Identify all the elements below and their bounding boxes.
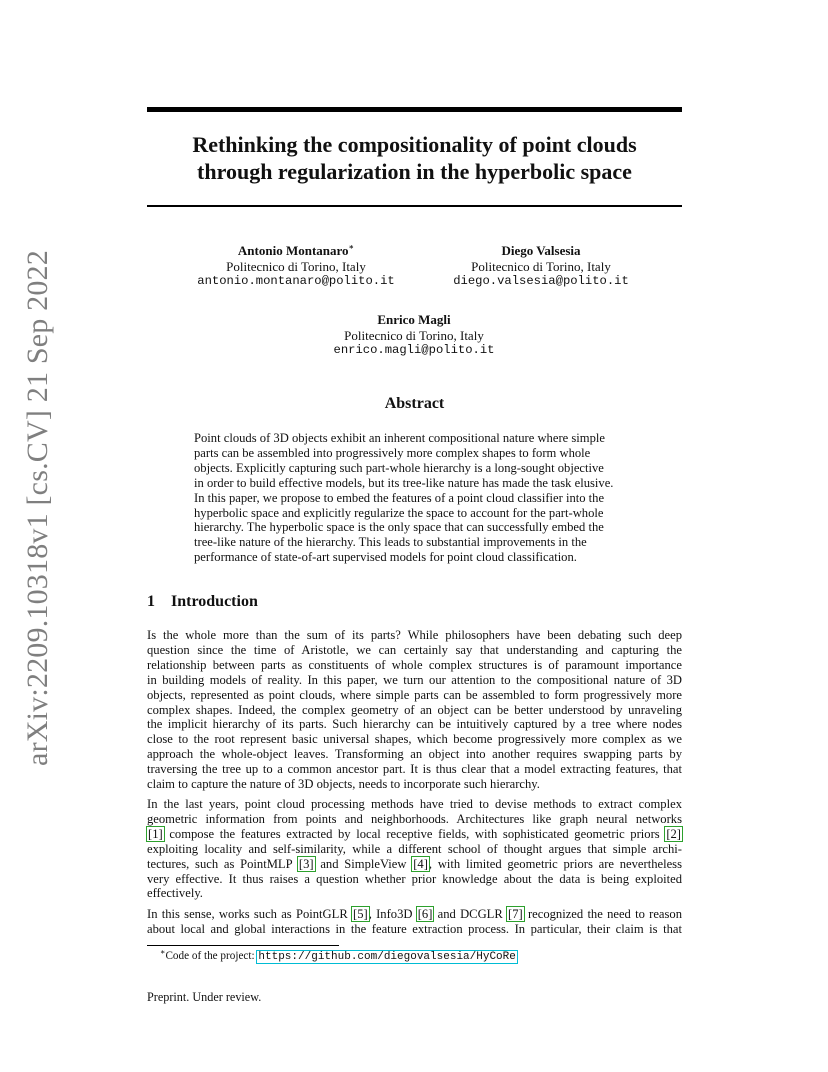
title-line-2: through regularization in the hyperbolic space: [197, 159, 632, 184]
abstract-body: [194, 431, 634, 565]
author-name: Diego Valsesia: [501, 243, 581, 258]
citation-link[interactable]: [7]: [508, 907, 523, 921]
paragraph-line: close to the root represent basic universal shapes, which become progressively more complex as we: [147, 732, 682, 747]
citation-link[interactable]: [2]: [666, 826, 681, 841]
citation-link[interactable]: [6]: [417, 907, 433, 921]
author-name: Enrico Magli: [377, 312, 451, 327]
abstract-line: hierarchy. The hyperbolic space is the only space that can successfully embed the: [194, 520, 604, 535]
author-name: Antonio Montanaro: [237, 243, 349, 258]
author-affiliation: Politecnico di Torino, Italy: [471, 258, 611, 274]
intro-paragraph-2: [147, 797, 682, 901]
abstract-line: In this paper, we propose to embed the features of a point cloud classifier into the: [194, 490, 605, 505]
paragraph-line: tectures, such as PointMLP [3] and SimpleView [4], with limited geometric priors are nevertheless: [147, 856, 682, 871]
paragraph-line: in building models of reality. In this paper, we turn our attention to the compositional nature of 3D: [147, 672, 682, 687]
paragraph-line: about local and global interactions in the feature extraction process. In particular, their claim is that: [147, 921, 682, 936]
abstract-line: performance of state-of-art supervised models for point cloud classification.: [194, 550, 577, 565]
author-email[interactable]: diego.valsesia@polito.it: [453, 274, 629, 288]
paragraph-line: very effective. It thus raises a question whether prior knowledge about the data is being exploited: [147, 871, 682, 886]
paragraph-line: traversing the tree up to a common ancestor part. It is thus clear that a model extracting features, that: [147, 762, 682, 777]
abstract-line: parts can be assembled into progressively more complex shapes to form whole: [194, 445, 591, 460]
paragraph-line: relationship between parts as constituents of whole complex structures is of paramount importance: [147, 657, 682, 672]
author-affiliation: Politecnico di Torino, Italy: [344, 327, 484, 343]
title-bottom-rule: [147, 205, 682, 207]
paragraph-line: In this sense, works such as PointGLR [5], Info3D [6] and DCGLR [7] recognized the need to reason: [147, 907, 683, 921]
paragraph-line: effectively.: [147, 886, 203, 901]
author-email[interactable]: enrico.magli@polito.it: [333, 343, 495, 357]
paragraph-line: question since the time of Aristotle, we can certainly say that understanding and capturing the: [147, 642, 682, 657]
author-email[interactable]: antonio.montanaro@polito.it: [197, 274, 395, 288]
paragraph-line: exploiting locality and self-similarity, while a different school of thought argues that simple archi-: [147, 841, 682, 856]
abstract-line: tree-like nature of the hierarchy. This leads to substantial improvements in the: [194, 535, 587, 550]
paragraph-line: In the last years, point cloud processing methods have tried to devise methods to extract complex: [147, 797, 682, 811]
paragraph-line: Is the whole more than the sum of its parts? While philosophers have been debating such deep: [147, 628, 682, 642]
paragraph-line: [1] compose the features extracted by local receptive fields, with sophisticated geometric priors [2]: [148, 826, 681, 841]
title-line-1: Rethinking the compositionality of point clouds: [192, 132, 637, 157]
citation-link[interactable]: [5]: [353, 907, 368, 921]
paragraph-line: geometric information from points and neighborhoods. Architectures like graph neural networks: [147, 811, 682, 826]
footnote-mark: ∗: [348, 242, 355, 252]
intro-paragraph-3: [147, 907, 682, 937]
paragraph-line: the implicit hierarchy of its parts. Such hierarchy can be intuitively captured by a tree where nodes: [147, 717, 682, 732]
arxiv-stamp: arXiv:2209.10318v1 [cs.CV] 21 Sep 2022: [21, 250, 54, 766]
citation-link[interactable]: [4]: [413, 856, 428, 871]
preprint-note: Preprint. Under review.: [147, 990, 262, 1004]
author-block-magli: [284, 312, 544, 359]
section-number: 1: [147, 593, 155, 610]
paper-title: [147, 131, 682, 185]
paragraph-line: claim to capture the nature of 3D objects, needs to incorporate such hierarchy.: [147, 777, 540, 792]
footnote: [160, 947, 517, 964]
footnote-mark: ∗: [160, 947, 166, 957]
code-url-link[interactable]: https://github.com/diegovalsesia/HyCoRe: [258, 951, 516, 963]
paragraph-line: approach the whole-object leaves. Transforming an object into another requires swapping parts by: [147, 747, 682, 762]
abstract-heading: Abstract: [384, 395, 445, 412]
title-top-rule: [147, 107, 682, 112]
section-title: Introduction: [171, 593, 258, 610]
author-block-valsesia: [411, 243, 671, 290]
footnote-text: Code of the project:: [165, 950, 258, 962]
abstract-line: objects. Explicitly capturing such part-whole hierarchy is a long-sought objective: [194, 460, 604, 475]
author-affiliation: Politecnico di Torino, Italy: [226, 258, 366, 274]
abstract-line: in order to build effective models, but its tree-like nature has made the task elusive.: [194, 475, 614, 490]
abstract-line: hyperbolic space and explicitly regularize the space to account for the part-whole: [194, 505, 604, 520]
footnote-rule: [147, 945, 339, 946]
paragraph-line: objects, represented as point clouds, where simple parts can be assembled to form progressively more: [147, 687, 682, 702]
paragraph-line: complex shapes. Indeed, the complex geometry of an object can be better understood by unraveling: [147, 702, 682, 717]
citation-link[interactable]: [1]: [148, 826, 163, 841]
author-block-montanaro: [166, 243, 426, 290]
abstract-line: Point clouds of 3D objects exhibit an inherent compositional nature where simple: [194, 431, 605, 445]
citation-link[interactable]: [3]: [298, 856, 314, 871]
section-heading-introduction: [147, 593, 258, 611]
intro-paragraph-1: [147, 628, 682, 792]
